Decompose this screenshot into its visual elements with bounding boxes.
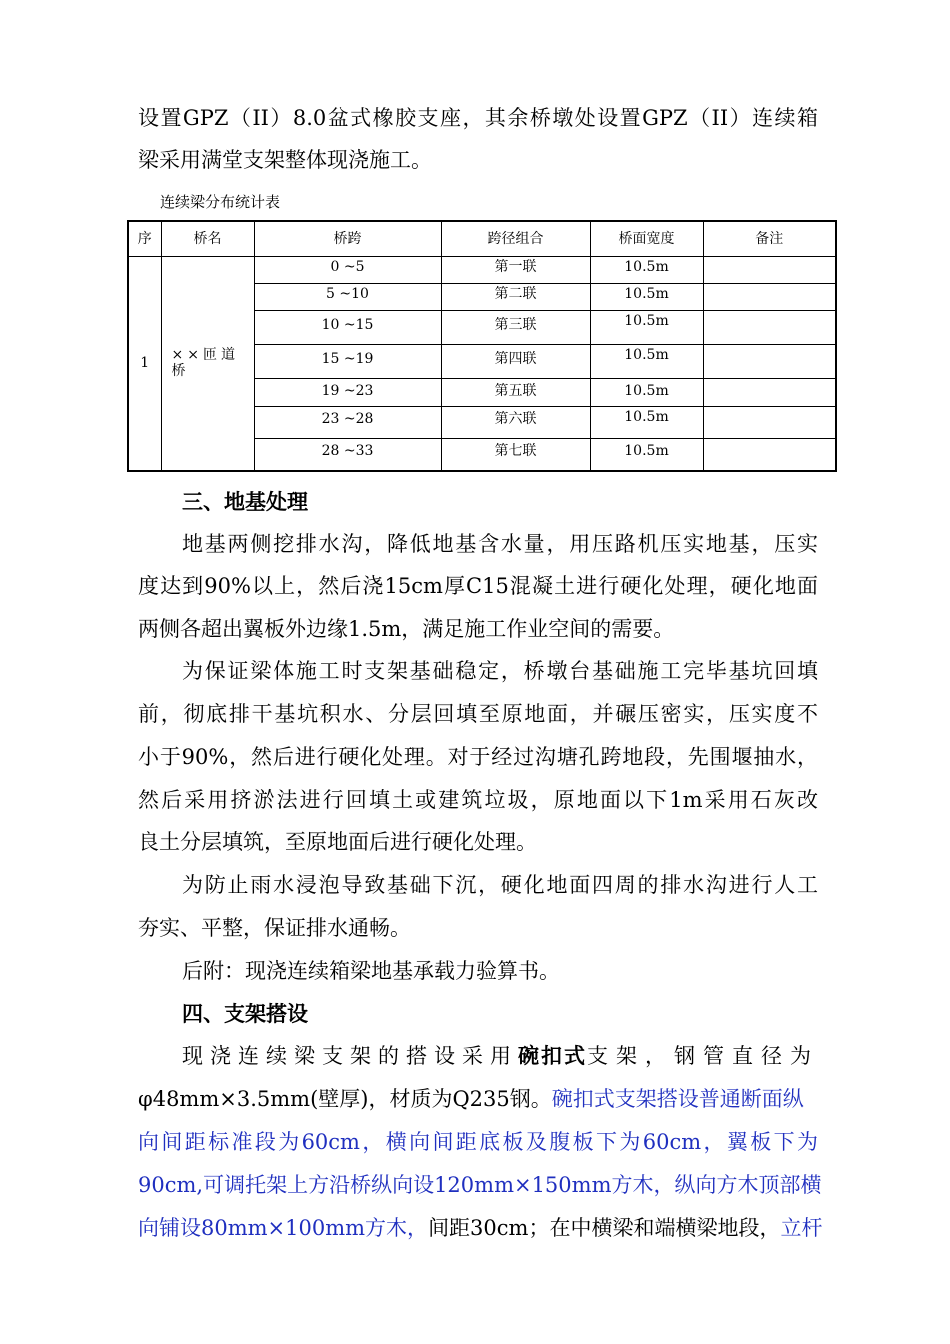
cell-deck-width: 10.5m <box>590 345 703 379</box>
cell-combination: 第四联 <box>441 345 590 379</box>
cell-combination: 第二联 <box>441 284 590 311</box>
cell-span: 10 ~15 <box>254 311 441 345</box>
cell-note <box>703 439 836 471</box>
header-seq: 序 <box>128 221 161 257</box>
cell-deck-width: 10.5m <box>590 379 703 407</box>
cell-note <box>703 311 836 345</box>
cell-deck-width: 10.5m <box>590 407 703 439</box>
section-3-p2-line: 小于90%，然后进行硬化处理。对于经过沟塘孔跨地段，先围堰抽水， <box>138 745 818 769</box>
section-3-p4: 后附：现浇连续箱梁地基承载力验算书。 <box>182 959 560 983</box>
cell-note <box>703 345 836 379</box>
section-4-heading: 四、支架搭设 <box>182 1002 308 1026</box>
cell-deck-width: 10.5m <box>590 257 703 284</box>
cell-bridge-name: ××匝道桥 <box>161 257 254 471</box>
section-4-line-1 <box>182 1042 818 1070</box>
section-4-line-2 <box>138 1085 818 1113</box>
section-3-p3-line: 夯实、平整，保证排水通畅。 <box>138 916 411 940</box>
cell-combination: 第三联 <box>441 311 590 345</box>
section-4-text: 间距30cm；在中横梁和端横梁地段， <box>428 1216 781 1240</box>
cell-span: 15 ~19 <box>254 345 441 379</box>
table-row <box>128 257 836 284</box>
section-3-p1-line: 地基两侧挖排水沟，降低地基含水量，用压路机压实地基，压实 <box>182 532 818 556</box>
cell-note <box>703 379 836 407</box>
section-4-blue-text: 立杆 <box>780 1216 823 1240</box>
section-4-bold-term: 碗扣式 <box>518 1043 587 1068</box>
header-span: 桥跨 <box>254 221 441 257</box>
cell-combination: 第一联 <box>441 257 590 284</box>
section-3-p2-line: 前，彻底排干基坑积水、分层回填至原地面，并碾压密实，压实度不 <box>138 702 818 726</box>
table-caption: 连续梁分布统计表 <box>160 193 281 211</box>
cell-span: 0 ~5 <box>254 257 441 284</box>
section-4-blue-text: 向铺设80mm×100mm方木， <box>138 1216 429 1240</box>
cell-span: 19 ~23 <box>254 379 441 407</box>
section-4-text: 现浇连续梁支架的搭设采用 <box>182 1044 518 1068</box>
continuous-beam-table <box>127 220 837 472</box>
cell-span: 5 ~10 <box>254 284 441 311</box>
cell-deck-width: 10.5m <box>590 439 703 471</box>
section-4-line-4: 90cm,可调托架上方沿桥纵向设120mm×150mm方木，纵向方木顶部横 <box>138 1173 822 1197</box>
cell-note <box>703 257 836 284</box>
header-combination: 跨径组合 <box>441 221 590 257</box>
header-bridge-name: 桥名 <box>161 221 254 257</box>
section-3-p2-line: 然后采用挤淤法进行回填土或建筑垃圾，原地面以下1m采用石灰改 <box>138 788 818 812</box>
table-header-row <box>128 221 836 257</box>
section-3-p2-line: 良土分层填筑，至原地面后进行硬化处理。 <box>138 830 537 854</box>
section-4-line-3: 向间距标准段为60cm，横向间距底板及腹板下为60cm，翼板下为 <box>138 1130 818 1154</box>
section-4-blue-text: 碗扣式支架搭设普通断面纵 <box>551 1087 804 1111</box>
section-3-heading: 三、地基处理 <box>182 490 308 514</box>
section-4-text: 支架，钢管直径为 <box>587 1044 819 1068</box>
cell-span: 28 ~33 <box>254 439 441 471</box>
section-3-p1-line: 度达到90%以上，然后浇15cm厚C15混凝土进行硬化处理，硬化地面 <box>138 574 818 598</box>
section-3-p3-line: 为防止雨水浸泡导致基础下沉，硬化地面四周的排水沟进行人工 <box>182 873 818 897</box>
cell-combination: 第七联 <box>441 439 590 471</box>
header-deck-width: 桥面宽度 <box>590 221 703 257</box>
cell-span: 23 ~28 <box>254 407 441 439</box>
intro-line-2: 梁采用满堂支架整体现浇施工。 <box>138 148 432 172</box>
cell-deck-width: 10.5m <box>590 284 703 311</box>
cell-deck-width: 10.5m <box>590 311 703 345</box>
header-note: 备注 <box>703 221 836 257</box>
section-3-p2-line: 为保证梁体施工时支架基础稳定，桥墩台基础施工完毕基坑回填 <box>182 659 818 683</box>
cell-combination: 第六联 <box>441 407 590 439</box>
cell-combination: 第五联 <box>441 379 590 407</box>
section-4-text: φ48mm×3.5mm(壁厚)，材质为Q235钢。 <box>138 1087 552 1111</box>
cell-note <box>703 407 836 439</box>
cell-seq: 1 <box>128 257 161 471</box>
intro-line-1: 设置GPZ（II）8.0盆式橡胶支座，其余桥墩处设置GPZ（II）连续箱 <box>138 106 818 130</box>
section-3-p1-line: 两侧各超出翼板外边缘1.5m，满足施工作业空间的需要。 <box>138 617 675 641</box>
section-4-line-5 <box>138 1214 823 1242</box>
cell-note <box>703 284 836 311</box>
